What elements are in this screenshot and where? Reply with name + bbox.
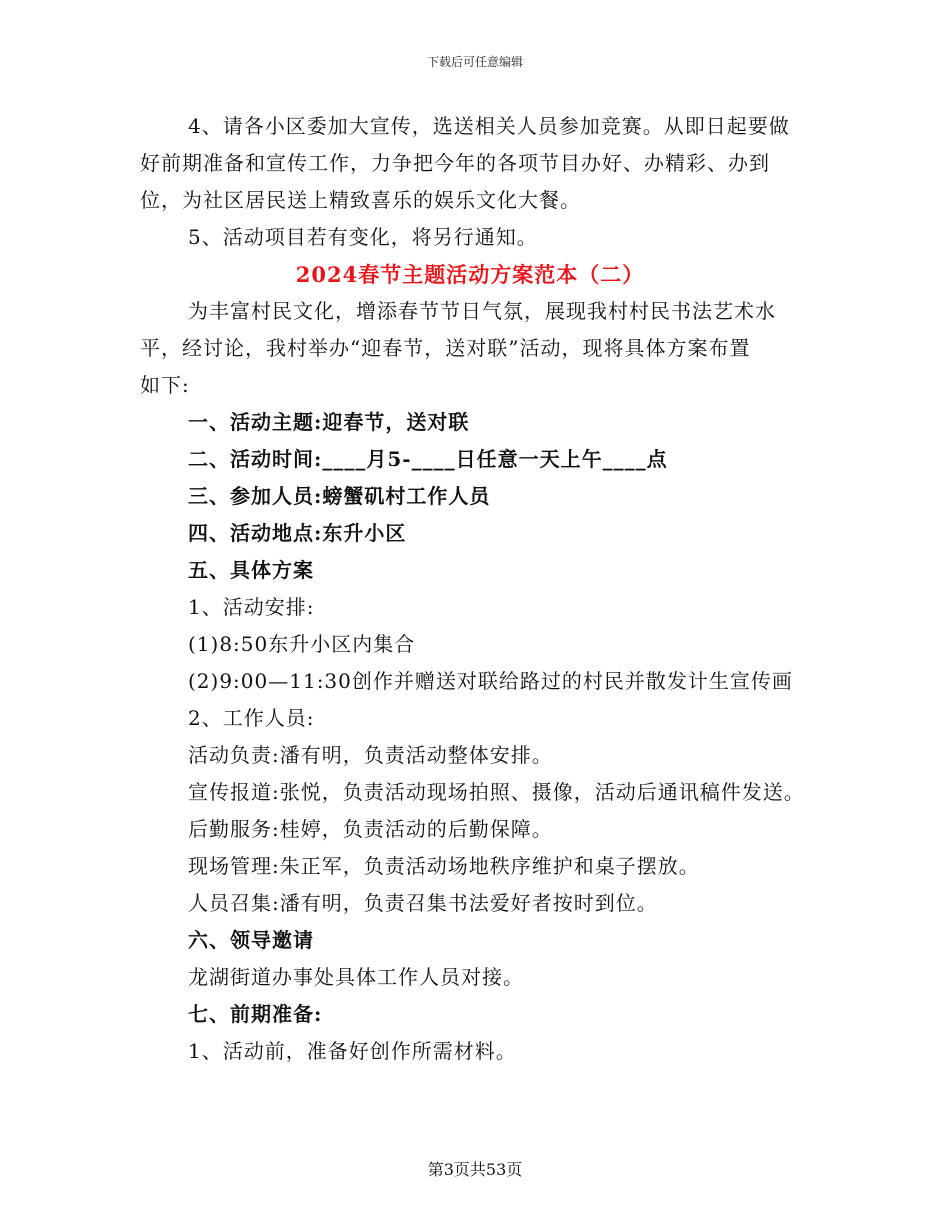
document-body	[140, 108, 820, 1070]
plan-staff: 2、工作人员:	[188, 706, 315, 730]
staff-item-gathering: 人员召集:潘有明，负责召集书法爱好者按时到位。	[188, 891, 658, 915]
header-note: 下载后可任意编辑	[426, 55, 523, 69]
staff-item-publicity: 宣传报道:张悦，负责活动现场拍照、摄像，活动后通讯稿件发送。	[188, 780, 805, 804]
plan-arrangement-item-1: (1)8:50东升小区内集合	[188, 632, 416, 656]
heading-participants: 三、参加人员:螃蟹矶村工作人员	[188, 484, 491, 508]
heading-time: 二、活动时间:____月5-____日任意一天上午____点	[188, 447, 668, 471]
heading-preparation: 七、前期准备:	[188, 1002, 323, 1026]
plan-arrangement: 1、活动安排:	[188, 595, 315, 619]
intro-line-1: 为丰富村民文化，增添春节节日气氛，展现我村村民书法艺术水	[188, 299, 776, 323]
staff-item-logistics: 后勤服务:桂婷，负责活动的后勤保障。	[188, 817, 553, 841]
paragraph-5: 5、活动项目若有变化，将另行通知。	[188, 225, 538, 249]
staff-item-site: 现场管理:朱正军，负责活动场地秩序维护和桌子摆放。	[188, 854, 700, 878]
invitation-text: 龙湖街道办事处具体工作人员对接。	[188, 965, 524, 989]
heading-plan: 五、具体方案	[188, 558, 314, 582]
paragraph-4-line-2: 好前期准备和宣传工作，力争把今年的各项节目办好、办精彩、办到	[140, 151, 770, 175]
heading-invitation: 六、领导邀请	[188, 928, 314, 952]
heading-location: 四、活动地点:东升小区	[188, 521, 407, 545]
page-footer: 第3页共53页	[427, 1160, 523, 1179]
staff-item-lead: 活动负责:潘有明，负责活动整体安排。	[188, 743, 553, 767]
heading-theme: 一、活动主题:迎春节，送对联	[188, 410, 470, 434]
intro-line-3: 如下:	[140, 373, 190, 397]
preparation-item-1: 1、活动前，准备好创作所需材料。	[188, 1039, 517, 1063]
intro-line-2: 平，经讨论，我村举办“迎春节，送对联”活动，现将具体方案布置	[140, 336, 751, 360]
paragraph-4-line-1: 4、请各小区委加大宣传，选送相关人员参加竞赛。从即日起要做	[188, 114, 790, 138]
paragraph-4-line-3: 位，为社区居民送上精致喜乐的娱乐文化大餐。	[140, 188, 581, 212]
plan-arrangement-item-2: (2)9:00—11:30创作并赠送对联给路过的村民并散发计生宣传画	[188, 669, 793, 693]
section-title: 2024春节主题活动方案范本（二）	[295, 262, 645, 287]
